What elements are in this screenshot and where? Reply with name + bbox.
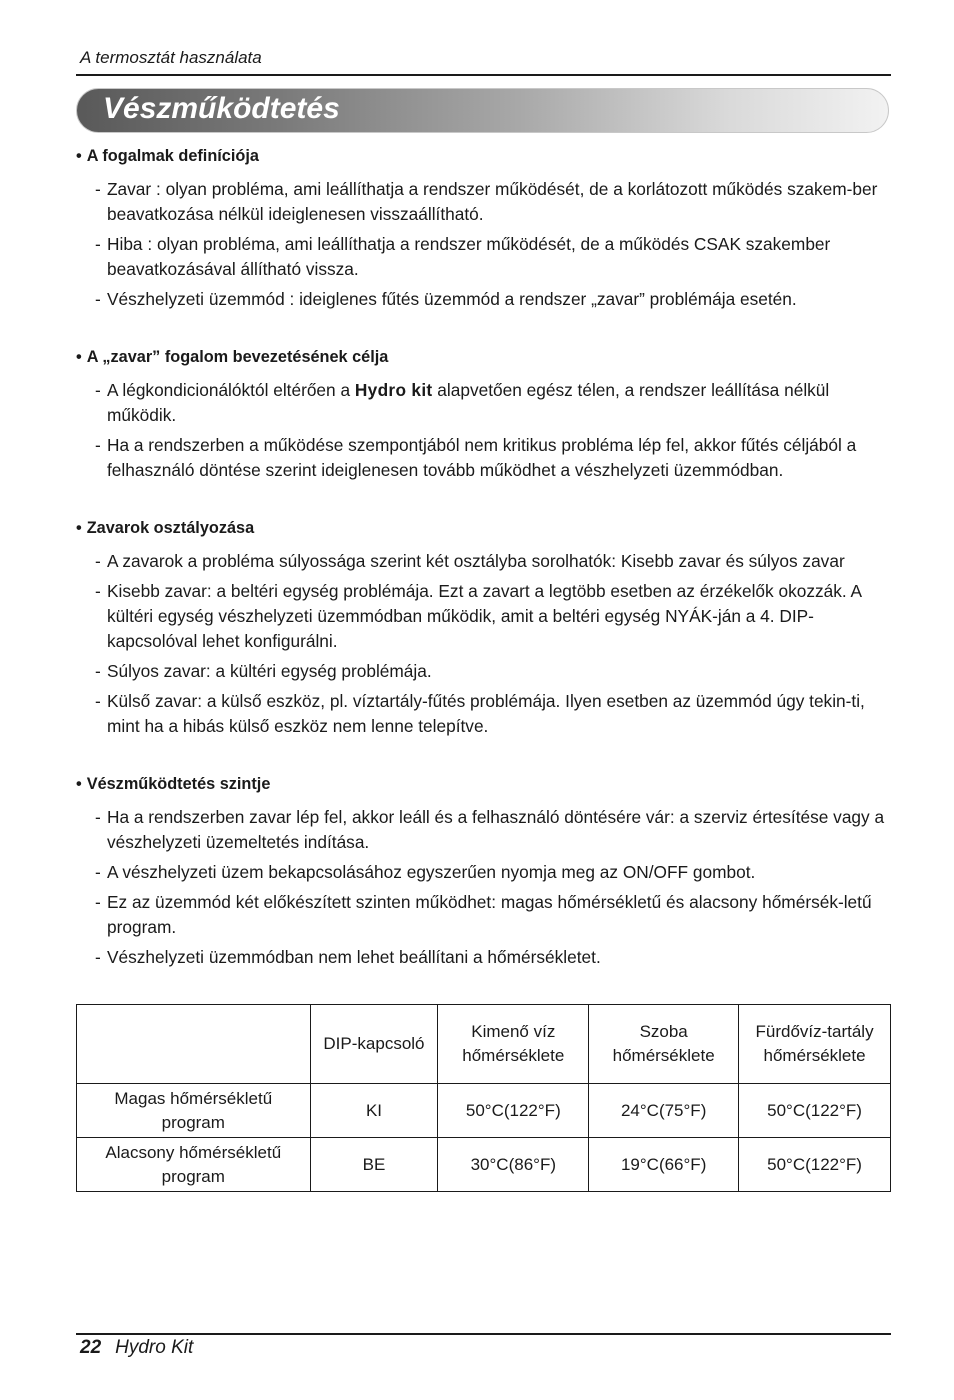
list-item: - Ez az üzemmód két előkészített szinten működhet: magas hőmérsékletű és alacsony hőmérsék-letű program. [95, 892, 872, 937]
table-cell: 50°C(122°F) [739, 1138, 891, 1192]
content [76, 140, 891, 1003]
item-text: Zavar : olyan probléma, ami leállíthatja a rendszer működését, de a korlátozott működés szakem-ber beavatkozása nélkül ideiglenesen visszaállítható. [107, 179, 878, 224]
table-header-cell [77, 1005, 311, 1084]
table-cell: 24°C(75°F) [589, 1084, 739, 1138]
list-item: - Hiba : olyan probléma, ami leállíthatja a rendszer működését, de a működés CSAK szakember beavatkozásával állítható vissza. [95, 234, 831, 279]
list-item: - A zavarok a probléma súlyossága szerint két osztályba sorolhatók: Kisebb zavar és súlyos zavar [95, 551, 845, 571]
section-title [76, 772, 891, 797]
table-header-cell: DIP-kapcsoló [310, 1005, 438, 1084]
item-text: Vészhelyzeti üzemmód : ideiglenes fűtés üzemmód a rendszer „zavar” problémája esetén. [107, 289, 797, 309]
section-levels [76, 772, 891, 970]
title-banner [76, 88, 889, 133]
list-item: - Külső zavar: a külső eszköz, pl. víztartály-fűtés problémája. Ilyen esetben az üzemmód úgy tekin-ti, mint ha a hibás külső eszköz nem lenne telepítve. [95, 691, 865, 736]
header-divider [76, 74, 891, 76]
bullet-icon: • [76, 519, 82, 537]
page-title: Vészműködtetés [103, 92, 340, 125]
table-header-cell: Szoba hőmérséklete [589, 1005, 739, 1084]
emergency-levels-table [76, 1004, 891, 1192]
item-text: A vészhelyzeti üzem bekapcsolásához egyszerűen nyomja meg az ON/OFF gombot. [107, 862, 756, 882]
table-cell: Magas hőmérsékletű program [77, 1084, 311, 1138]
table-row [77, 1084, 891, 1138]
bullet-icon: • [76, 147, 82, 165]
item-text: Hiba : olyan probléma, ami leállíthatja a rendszer működését, de a működés CSAK szakember beavatkozásával állítható vissza. [107, 234, 831, 279]
item-text: Külső zavar: a külső eszköz, pl. víztartály-fűtés problémája. Ilyen esetben az üzemmód úgy tekin-ti, mint ha a hibás külső eszköz nem lenne telepítve. [107, 691, 865, 736]
item-text: Kisebb zavar: a beltéri egység problémája. Ezt a zavart a legtöbb esetben az érzékelők okozzák. A kültéri egység vészhelyzeti üzemmódban működik, amit a beltéri egység NYÁK-ján a 4. DIP-kapcsolóval lehet konfigurálni. [107, 581, 862, 651]
table-cell: 50°C(122°F) [438, 1084, 589, 1138]
list-item: - Ha a rendszerben a működése szempontjából nem kritikus probléma lép fel, akkor fűtés céljából a felhasználó döntése szerint ideiglenesen tovább működhet a vészhelyzeti üzemmódban. [95, 435, 857, 480]
table-cell: 19°C(66°F) [589, 1138, 739, 1192]
product-name: Hydro Kit [115, 1337, 194, 1358]
list-item: - A vészhelyzeti üzem bekapcsolásához egyszerűen nyomja meg az ON/OFF gombot. [95, 862, 756, 882]
list-item: - Kisebb zavar: a beltéri egység problémája. Ezt a zavart a legtöbb esetben az érzékelők okozzák. A kültéri egység vészhelyzeti üzemmódban működik, amit a beltéri egység NYÁK-ján a 4. DIP-kapcsolóval lehet konfigurálni. [95, 581, 862, 651]
section-header-label: A termosztát használata [80, 48, 262, 67]
table-header-cell: Fürdővíz-tartály hőmérséklete [739, 1005, 891, 1084]
list-item: - Ha a rendszerben zavar lép fel, akkor leáll és a felhasználó döntésére vár: a szerviz értesítése vagy a vészhelyzeti üzemeltetés indítása. [95, 807, 885, 852]
item-text: Ha a rendszerben a működése szempontjából nem kritikus probléma lép fel, akkor fűtés céljából a felhasználó döntése szerint ideiglenesen tovább működhet a vészhelyzeti üzemmódban. [107, 435, 857, 480]
section-title-text: Vészműködtetés szintje [86, 775, 271, 793]
section-definitions [76, 144, 891, 312]
table-cell: 50°C(122°F) [739, 1084, 891, 1138]
table-cell: 30°C(86°F) [438, 1138, 589, 1192]
bullet-icon: • [76, 775, 82, 793]
item-text: alapvetően egész télen, a rendszer leállítása nélkül működik. [107, 380, 830, 425]
item-text: A zavarok a probléma súlyossága szerint két osztályba sorolhatók: Kisebb zavar és súlyos zavar [107, 551, 845, 571]
table-row [77, 1138, 891, 1192]
page-footer [80, 1337, 193, 1359]
table-header-row [77, 1005, 891, 1084]
item-text: Ha a rendszerben zavar lép fel, akkor leáll és a felhasználó döntésére vár: a szerviz értesítése vagy a vészhelyzeti üzemeltetés indítása. [107, 807, 885, 852]
section-title-text: Zavarok osztályozása [86, 519, 255, 537]
list-item: - Vészhelyzeti üzemmód : ideiglenes fűtés üzemmód a rendszer „zavar” problémája esetén. [95, 289, 797, 309]
section-title [76, 144, 891, 169]
table-header-cell: Kimenő víz hőmérséklete [438, 1005, 589, 1084]
section-title-text: A „zavar” fogalom bevezetésének célja [86, 348, 389, 366]
section-title-text: A fogalmak definíciója [86, 147, 259, 165]
section-title [76, 516, 891, 541]
table-cell: BE [310, 1138, 438, 1192]
section-classification [76, 516, 891, 739]
list-item: - A légkondicionálóktól eltérően a Hydro kit alapvetően egész télen, a rendszer leállítása nélkül működik. [95, 380, 830, 425]
section-purpose [76, 345, 891, 483]
list-item: - Súlyos zavar: a kültéri egység problémája. [95, 661, 432, 681]
table-cell: KI [310, 1084, 438, 1138]
item-text: Ez az üzemmód két előkészített szinten működhet: magas hőmérsékletű és alacsony hőmérsék-letű program. [107, 892, 872, 937]
page-number: 22 [80, 1337, 102, 1358]
item-text: A légkondicionálóktól eltérően a [107, 380, 355, 400]
table-cell: Alacsony hőmérsékletű program [77, 1138, 311, 1192]
bullet-icon: • [76, 348, 82, 366]
footer-divider [76, 1333, 891, 1335]
item-text: Vészhelyzeti üzemmódban nem lehet beállítani a hőmérsékletet. [107, 947, 601, 967]
brand-name: Hydro kit [354, 380, 433, 400]
list-item: - Zavar : olyan probléma, ami leállíthatja a rendszer működését, de a korlátozott működés szakem-ber beavatkozása nélkül ideiglenesen visszaállítható. [95, 179, 878, 224]
item-text: Súlyos zavar: a kültéri egység problémája. [107, 661, 432, 681]
list-item: - Vészhelyzeti üzemmódban nem lehet beállítani a hőmérsékletet. [95, 947, 601, 967]
section-title [76, 345, 891, 370]
